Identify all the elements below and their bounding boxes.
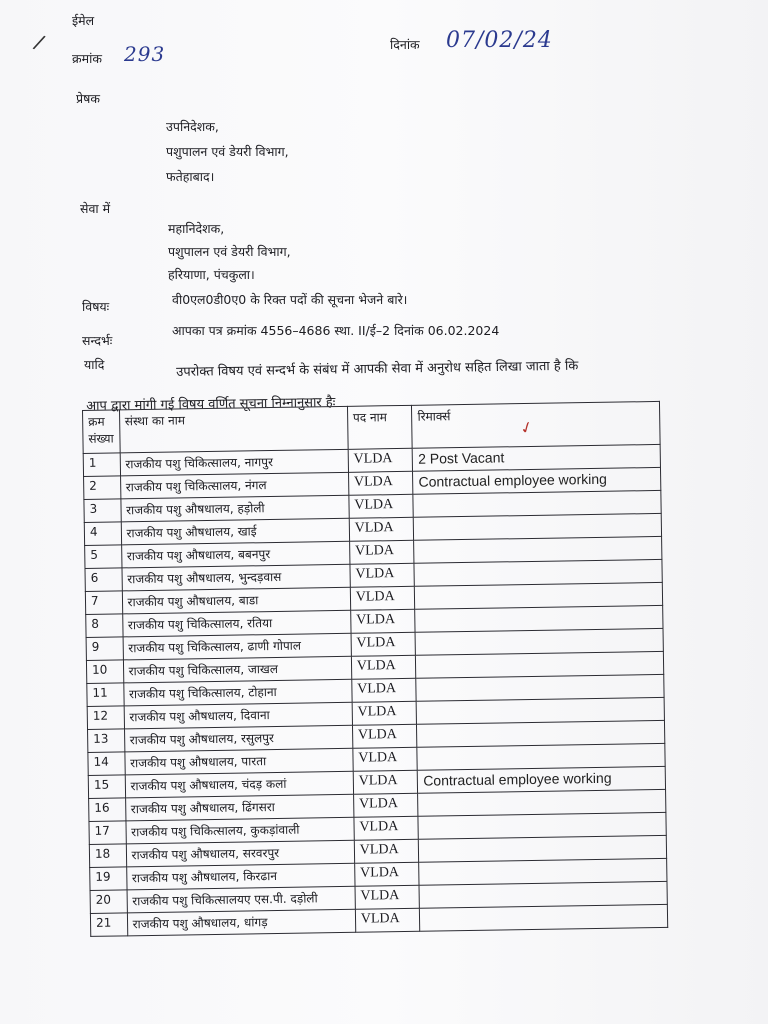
row-post-cell: VLDA bbox=[349, 517, 414, 541]
sender-label: प्रेषक bbox=[76, 91, 100, 106]
row-serial-cell: 12 bbox=[87, 706, 124, 730]
row-institution-cell: राजकीय पशु औषधालय, धांगड़ bbox=[127, 909, 356, 936]
row-serial-cell: 10 bbox=[86, 660, 123, 684]
row-remarks-cell bbox=[420, 904, 668, 931]
row-serial-cell: 13 bbox=[88, 729, 125, 753]
row-institution-cell: राजकीय पशु औषधालय, चंदड़ कलां bbox=[125, 771, 354, 798]
sender-line: फतेहाबाद। bbox=[166, 169, 215, 184]
date-label: दिनांक bbox=[390, 37, 420, 52]
row-post-cell: VLDA bbox=[352, 678, 417, 702]
row-serial-cell: 11 bbox=[87, 683, 124, 707]
row-serial-cell: 1 bbox=[83, 453, 120, 477]
row-serial-cell: 6 bbox=[85, 568, 122, 592]
row-institution-cell: राजकीय पशु औषधालय, दिवाना bbox=[124, 702, 353, 729]
row-institution-cell: राजकीय पशु चिकित्सालय, कुकड़ांवाली bbox=[126, 817, 355, 844]
row-serial-cell: 15 bbox=[88, 775, 125, 799]
row-serial-cell: 14 bbox=[88, 752, 125, 776]
row-post-cell: VLDA bbox=[353, 793, 418, 817]
row-serial-cell: 3 bbox=[84, 499, 121, 523]
row-serial-cell: 4 bbox=[84, 522, 121, 546]
row-institution-cell: राजकीय पशु चिकित्सालय, जाखल bbox=[123, 656, 352, 683]
row-serial-cell: 18 bbox=[89, 844, 126, 868]
row-institution-cell: राजकीय पशु औषधालय, ढिंगसरा bbox=[125, 794, 354, 821]
row-institution-cell: राजकीय पशु चिकित्सालय, नागपुर bbox=[120, 449, 349, 476]
row-post-cell: VLDA bbox=[348, 471, 413, 495]
row-post-cell: VLDA bbox=[350, 563, 415, 587]
yaadi-label: यादि bbox=[84, 357, 105, 372]
red-ink-mark: ✓ bbox=[517, 416, 537, 439]
row-post-cell: VLDA bbox=[355, 908, 420, 932]
row-post-cell: VLDA bbox=[354, 839, 419, 863]
row-post-cell: VLDA bbox=[350, 609, 415, 633]
row-institution-cell: राजकीय पशु चिकित्सालयए एस.पी. दड़ोली bbox=[127, 886, 356, 913]
column-header-institution: संस्था का नाम bbox=[119, 406, 348, 453]
row-post-cell: VLDA bbox=[350, 586, 415, 610]
row-post-cell: VLDA bbox=[352, 724, 417, 748]
column-header-remarks: रिमार्क्स bbox=[412, 401, 660, 448]
row-institution-cell: राजकीय पशु औषधालय, खाई bbox=[121, 518, 350, 545]
row-serial-cell: 17 bbox=[89, 821, 126, 845]
letter-number-value: 293 bbox=[124, 42, 166, 66]
row-institution-cell: राजकीय पशु चिकित्सालय, नंगल bbox=[120, 472, 349, 499]
row-serial-cell: 9 bbox=[86, 637, 123, 661]
row-remarks-cell: Contractual employee working bbox=[418, 766, 666, 793]
recipient-line: महानिदेशक, bbox=[168, 221, 225, 236]
row-serial-cell: 7 bbox=[85, 591, 122, 615]
row-institution-cell: राजकीय पशु औषधालय, किरढान bbox=[126, 863, 355, 890]
row-post-cell: VLDA bbox=[353, 770, 418, 794]
row-institution-cell: राजकीय पशु औषधालय, भुन्दड़वास bbox=[122, 564, 351, 591]
recipient-line: पशुपालन एवं डेयरी विभाग, bbox=[168, 244, 291, 259]
subject-label: विषयः bbox=[82, 299, 110, 314]
date-value: 07/02/24 bbox=[446, 28, 553, 53]
row-institution-cell: राजकीय पशु औषधालय, रसुलपुर bbox=[124, 725, 353, 752]
column-header-post: पद नाम bbox=[347, 405, 412, 449]
row-post-cell: VLDA bbox=[348, 448, 413, 472]
row-serial-cell: 20 bbox=[90, 890, 127, 914]
body-paragraph-line: आप द्वारा मांगी गई विषय वर्णित सूचना निम्नानुसार हैः bbox=[86, 395, 336, 414]
row-serial-cell: 21 bbox=[90, 913, 127, 937]
row-post-cell: VLDA bbox=[349, 494, 414, 518]
recipient-label: सेवा में bbox=[80, 201, 111, 216]
subject-text: वी0एल0डी0ए0 के रिक्त पदों की सूचना भेजने बारे। bbox=[172, 292, 408, 307]
row-post-cell: VLDA bbox=[349, 540, 414, 564]
row-serial-cell: 16 bbox=[89, 798, 126, 822]
row-post-cell: VLDA bbox=[353, 747, 418, 771]
row-post-cell: VLDA bbox=[352, 701, 417, 725]
row-remarks-cell: 2 Post Vacant bbox=[413, 444, 661, 471]
row-institution-cell: राजकीय पशु औषधालय, सरवरपुर bbox=[126, 840, 355, 867]
sender-line: उपनिदेशक, bbox=[166, 119, 219, 134]
row-institution-cell: राजकीय पशु औषधालय, बाडा bbox=[122, 587, 351, 614]
row-serial-cell: 5 bbox=[85, 545, 122, 569]
recipient-line: हरियाणा, पंचकुला। bbox=[168, 267, 255, 282]
row-serial-cell: 8 bbox=[86, 614, 123, 638]
pen-stroke-mark: / bbox=[31, 29, 48, 55]
row-institution-cell: राजकीय पशु चिकित्सालय, रतिया bbox=[122, 610, 351, 637]
sender-line: पशुपालन एवं डेयरी विभाग, bbox=[166, 144, 289, 159]
row-institution-cell: राजकीय पशु चिकित्सालय, टोहाना bbox=[123, 679, 352, 706]
body-paragraph-line: उपरोक्त विषय एवं सन्दर्भ के संबंध में आपकी सेवा में अनुरोध सहित लिखा जाता है कि bbox=[176, 358, 579, 380]
row-institution-cell: राजकीय पशु औषधालय, बबनपुर bbox=[121, 541, 350, 568]
row-remarks-cell: Contractual employee working bbox=[413, 467, 661, 494]
vacancy-table bbox=[82, 401, 668, 937]
row-post-cell: VLDA bbox=[354, 862, 419, 886]
column-header-serial: क्रम संख्या bbox=[83, 410, 120, 454]
reference-text: आपका पत्र क्रमांक 4556–4686 स्था. II/ई–2 दिनांक 06.02.2024 bbox=[172, 323, 500, 338]
row-post-cell: VLDA bbox=[351, 632, 416, 656]
row-institution-cell: राजकीय पशु औषधालय, हड़ोली bbox=[120, 495, 349, 522]
row-post-cell: VLDA bbox=[351, 655, 416, 679]
row-post-cell: VLDA bbox=[354, 816, 419, 840]
email-label: ईमेल bbox=[72, 13, 95, 28]
row-institution-cell: राजकीय पशु औषधालय, पारता bbox=[124, 748, 353, 775]
row-serial-cell: 19 bbox=[90, 867, 127, 891]
row-institution-cell: राजकीय पशु चिकित्सालय, ढाणी गोपाल bbox=[123, 633, 352, 660]
row-post-cell: VLDA bbox=[355, 885, 420, 909]
letter-number-label: क्रमांक bbox=[72, 51, 102, 66]
row-serial-cell: 2 bbox=[84, 476, 121, 500]
reference-label: सन्दर्भः bbox=[82, 333, 113, 348]
